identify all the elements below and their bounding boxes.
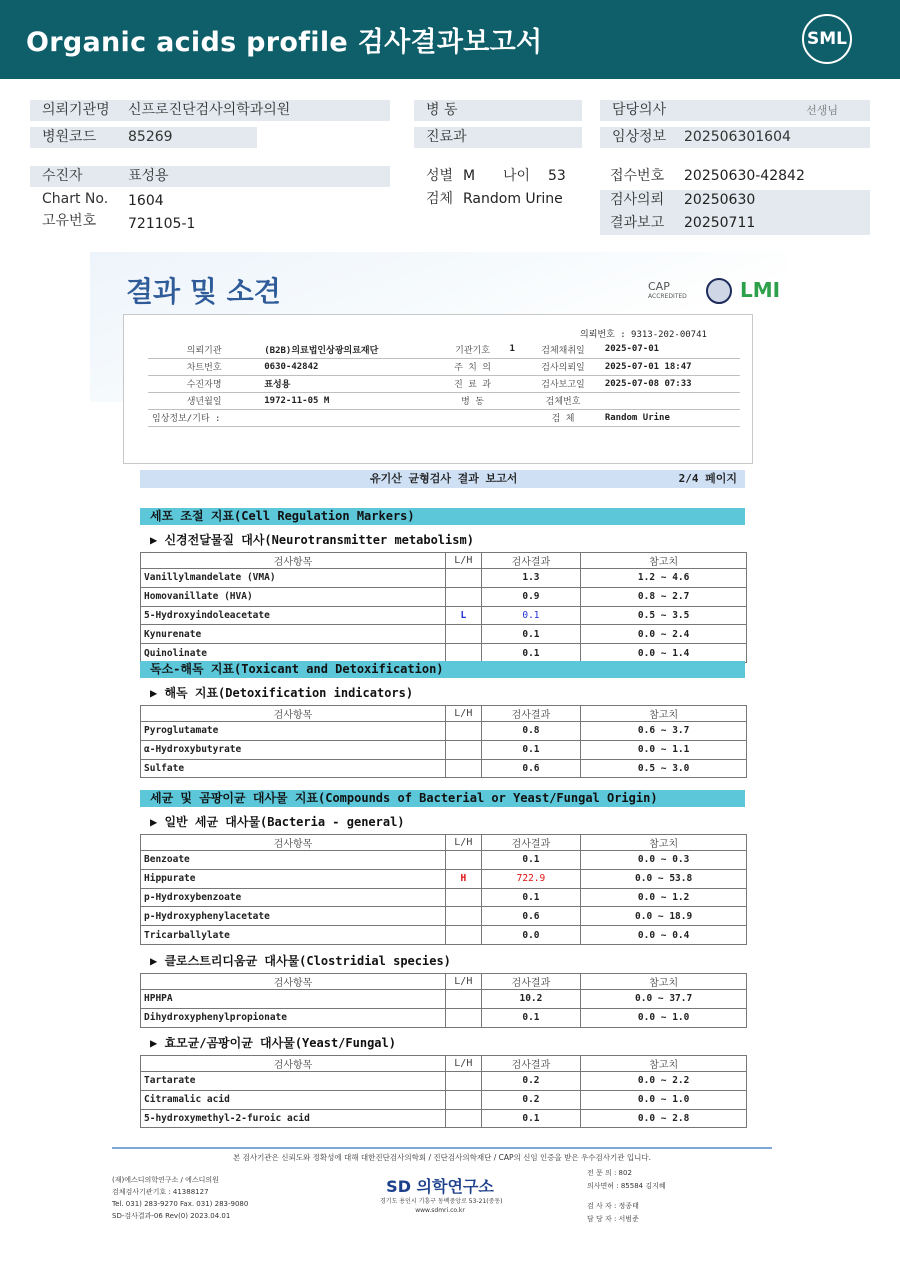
flag xyxy=(446,851,482,870)
doctor-label: 담당의사 xyxy=(612,102,667,118)
req-org-box xyxy=(30,100,390,121)
header-bar xyxy=(0,0,900,79)
table-row xyxy=(141,851,747,870)
info-cell: 차트번호 xyxy=(148,358,260,375)
table-header-row xyxy=(141,553,747,569)
ward-box xyxy=(414,100,582,121)
column-header: L/H xyxy=(446,553,482,569)
reference-range: 0.0 ~ 1.1 xyxy=(581,740,747,759)
flag xyxy=(446,740,482,759)
specimen-value: Random Urine xyxy=(463,191,563,207)
result-value: 0.2 xyxy=(481,1090,581,1109)
reference-range: 0.0 ~ 1.0 xyxy=(581,1090,747,1109)
info-cell: Random Urine xyxy=(601,409,740,426)
req-org-label: 의뢰기관명 xyxy=(42,102,110,118)
footer-divider xyxy=(112,1147,772,1149)
info-cell: 기관기호 xyxy=(440,341,506,358)
table-neurotransmitter xyxy=(140,552,747,663)
brand-name: SD 의학연구소 xyxy=(386,1177,494,1196)
result-value: 0.6 xyxy=(481,907,581,926)
result-value: 0.8 xyxy=(481,722,581,741)
brand-address: 경기도 용인시 기흥구 동백중앙로 53-21(중동) xyxy=(380,1198,503,1205)
info-cell: 진 료 과 xyxy=(440,375,506,392)
patient-value: 표성용 xyxy=(128,168,169,184)
result-value: 0.1 xyxy=(481,740,581,759)
reference-range: 0.0 ~ 1.0 xyxy=(581,1008,747,1027)
footer-left xyxy=(112,1174,248,1222)
result-value: 0.6 xyxy=(481,759,581,778)
flag xyxy=(446,625,482,644)
analyte-name: Kynurenate xyxy=(141,625,446,644)
footer-right-line: 담 당 자 : 서범준 xyxy=(587,1214,639,1223)
ward-label: 병 동 xyxy=(426,102,458,118)
info-cell: 검사의뢰일 xyxy=(525,358,601,375)
id-label: 고유번호 xyxy=(42,213,97,229)
clinical-value: 202506301604 xyxy=(684,129,791,145)
sex-value: M xyxy=(463,168,476,184)
footer-left-line: 검체검사기관기호 : 41388127 xyxy=(112,1188,209,1196)
column-header: 참고치 xyxy=(581,706,747,722)
reference-range: 0.0 ~ 1.2 xyxy=(581,888,747,907)
result-value: 0.9 xyxy=(481,587,581,606)
analyte-name: Tricarballylate xyxy=(141,926,446,945)
flag xyxy=(446,1008,482,1027)
cap-text: CAP xyxy=(648,280,670,293)
info-cell: 임상정보/기타 : xyxy=(148,409,260,426)
reference-range: 0.0 ~ 53.8 xyxy=(581,869,747,888)
req-org-value: 신프로진단검사의학과의원 xyxy=(128,102,291,118)
footer-right-line: 의사면허 : 85584 김지혜 xyxy=(587,1181,666,1190)
info-cell: 0630-42842 xyxy=(260,358,439,375)
dept-label: 진료과 xyxy=(426,129,467,145)
footer xyxy=(112,1147,772,1271)
info-row xyxy=(148,358,740,375)
age-label: 나이 xyxy=(503,168,531,184)
flag xyxy=(446,759,482,778)
report-title: 유기산 균형검사 결과 보고서 xyxy=(370,472,518,485)
column-header: 검사항목 xyxy=(141,706,446,722)
hosp-code-value: 85269 xyxy=(128,129,173,145)
recv-label: 접수번호 xyxy=(610,168,665,184)
chart-value: 1604 xyxy=(128,193,164,209)
table-bacteria-general xyxy=(140,834,747,945)
page-indicator: 2/4 페이지 xyxy=(678,472,737,485)
table-row xyxy=(141,907,747,926)
column-header: 참고치 xyxy=(581,835,747,851)
footer-brand xyxy=(380,1174,503,1215)
analyte-name: Pyroglutamate xyxy=(141,722,446,741)
reference-range: 0.0 ~ 0.3 xyxy=(581,851,747,870)
analyte-name: Quinolinate xyxy=(141,644,446,663)
column-header: L/H xyxy=(446,835,482,851)
info-cell: (B2B)의료법인상광의료재단 xyxy=(260,341,439,358)
info-cell: 표성용 xyxy=(260,375,439,392)
info-cell xyxy=(506,392,526,409)
result-value: 722.9 xyxy=(481,869,581,888)
column-header: 검사항목 xyxy=(141,1056,446,1072)
column-header: L/H xyxy=(446,706,482,722)
hosp-code-label: 병원코드 xyxy=(42,129,97,145)
table-row xyxy=(141,1090,747,1109)
info-cell xyxy=(506,358,526,375)
table-header-row xyxy=(141,706,747,722)
reference-range: 0.5 ~ 3.5 xyxy=(581,606,747,625)
doctor-suffix: 선생님 xyxy=(806,104,838,117)
reference-range: 1.2 ~ 4.6 xyxy=(581,569,747,588)
result-heading: 결과 및 소견 xyxy=(126,275,281,308)
recv-value: 20250630-42842 xyxy=(684,168,805,184)
info-cell: 2025-07-01 18:47 xyxy=(601,358,740,375)
column-header: 검사항목 xyxy=(141,553,446,569)
analyte-name: Hippurate xyxy=(141,869,446,888)
analyte-name: Homovanillate (HVA) xyxy=(141,587,446,606)
result-value: 1.3 xyxy=(481,569,581,588)
table-row xyxy=(141,606,747,625)
result-value: 0.1 xyxy=(481,1008,581,1027)
flag xyxy=(446,587,482,606)
table-clostridial xyxy=(140,973,747,1028)
info-cell xyxy=(506,375,526,392)
brand-website: www.sdmri.co.kr xyxy=(415,1207,465,1214)
reference-range: 0.0 ~ 0.4 xyxy=(581,926,747,945)
table-row xyxy=(141,1008,747,1027)
result-value: 0.1 xyxy=(481,625,581,644)
ref-value: 9313-202-00741 xyxy=(631,330,707,340)
table-header-row xyxy=(141,974,747,990)
flag xyxy=(446,907,482,926)
section-toxicant: 독소-해독 지표(Toxicant and Detoxification) xyxy=(140,661,745,678)
table-detox xyxy=(140,705,747,778)
subsection-clostridial: ▶ 클로스트리디움균 대사물(Clostridial species) xyxy=(150,954,451,968)
cap-logo xyxy=(648,280,687,300)
info-row xyxy=(148,341,740,358)
table-row xyxy=(141,1109,747,1128)
report-panel xyxy=(90,252,788,1144)
column-header: 참고치 xyxy=(581,553,747,569)
info-cell: 의뢰기관 xyxy=(148,341,260,358)
subsection-yeast: ▶ 효모균/곰팡이균 대사물(Yeast/Fungal) xyxy=(150,1036,396,1050)
info-row xyxy=(148,409,740,426)
result-value: 0.1 xyxy=(481,644,581,663)
chart-label: Chart No. xyxy=(42,191,109,207)
age-value: 53 xyxy=(548,168,566,184)
lmi-logo: LMI xyxy=(740,278,781,302)
analyte-name: p-Hydroxybenzoate xyxy=(141,888,446,907)
table-row xyxy=(141,740,747,759)
column-header: L/H xyxy=(446,1056,482,1072)
clinical-label: 임상정보 xyxy=(612,129,667,145)
reference-range: 0.0 ~ 1.4 xyxy=(581,644,747,663)
info-cell: 병 동 xyxy=(440,392,506,409)
table-header-row xyxy=(141,835,747,851)
specimen-label: 검체 xyxy=(426,191,454,207)
table-row xyxy=(141,759,747,778)
section-cell-regulation: 세포 조절 지표(Cell Regulation Markers) xyxy=(140,508,745,525)
reference-range: 0.0 ~ 2.2 xyxy=(581,1072,747,1091)
flag xyxy=(446,569,482,588)
info-cell xyxy=(506,409,526,426)
reference-range: 0.6 ~ 3.7 xyxy=(581,722,747,741)
ref-label: 의뢰번호 : xyxy=(580,330,626,340)
table-row xyxy=(141,569,747,588)
result-value: 0.1 xyxy=(481,888,581,907)
flag xyxy=(446,990,482,1009)
table-row xyxy=(141,926,747,945)
patient-info-box xyxy=(123,314,753,464)
dept-box xyxy=(414,127,582,148)
flag xyxy=(446,926,482,945)
flag xyxy=(446,722,482,741)
column-header: 검사항목 xyxy=(141,835,446,851)
column-header: 검사결과 xyxy=(481,835,581,851)
sex-label: 성별 xyxy=(426,168,454,184)
analyte-name: α-Hydroxybutyrate xyxy=(141,740,446,759)
column-header: L/H xyxy=(446,974,482,990)
info-cell: 1 xyxy=(506,341,526,358)
analyte-name: Dihydroxyphenylpropionate xyxy=(141,1008,446,1027)
subsection-bacteria-general: ▶ 일반 세균 대사물(Bacteria - general) xyxy=(150,815,405,829)
flag xyxy=(446,644,482,663)
footer-spacer xyxy=(587,1192,666,1200)
seal-icon xyxy=(706,278,732,304)
column-header: 검사결과 xyxy=(481,706,581,722)
flag xyxy=(446,1109,482,1128)
info-cell: 검사보고일 xyxy=(525,375,601,392)
column-header: 검사항목 xyxy=(141,974,446,990)
result-value: 0.1 xyxy=(481,606,581,625)
flag: L xyxy=(446,606,482,625)
info-cell: 주 치 의 xyxy=(440,358,506,375)
table-row xyxy=(141,1072,747,1091)
reference-range: 0.0 ~ 2.4 xyxy=(581,625,747,644)
result-value: 0.2 xyxy=(481,1072,581,1091)
info-row xyxy=(148,375,740,392)
ref-number xyxy=(580,327,707,340)
column-header: 검사결과 xyxy=(481,974,581,990)
flag xyxy=(446,888,482,907)
info-cell xyxy=(260,409,439,426)
footer-right-line: 검 사 자 : 정종태 xyxy=(587,1202,639,1210)
info-cell: 검 체 xyxy=(525,409,601,426)
info-cell: 2025-07-08 07:33 xyxy=(601,375,740,392)
column-header: 참고치 xyxy=(581,1056,747,1072)
info-cell xyxy=(440,409,506,426)
analyte-name: Vanillylmandelate (VMA) xyxy=(141,569,446,588)
patient-label: 수진자 xyxy=(42,168,83,184)
analyte-name: Citramalic acid xyxy=(141,1090,446,1109)
table-yeast xyxy=(140,1055,747,1128)
analyte-name: Sulfate xyxy=(141,759,446,778)
info-cell: 1972-11-05 M xyxy=(260,392,439,409)
analyte-name: HPHPA xyxy=(141,990,446,1009)
id-value: 721105-1 xyxy=(128,216,196,232)
column-header: 참고치 xyxy=(581,974,747,990)
footer-left-line: SD-검사결과-06 Rev(0) 2023.04.01 xyxy=(112,1212,231,1220)
column-header: 검사결과 xyxy=(481,553,581,569)
req-value: 20250630 xyxy=(684,192,756,208)
info-cell: 검체채취일 xyxy=(525,341,601,358)
table-row xyxy=(141,722,747,741)
hosp-code-box xyxy=(30,127,257,148)
reference-range: 0.0 ~ 37.7 xyxy=(581,990,747,1009)
info-cell: 검체번호 xyxy=(525,392,601,409)
info-cell xyxy=(601,392,740,409)
req-label: 검사의뢰 xyxy=(610,192,665,208)
page-title: Organic acids profile 검사결과보고서 xyxy=(26,27,543,58)
column-header: 검사결과 xyxy=(481,1056,581,1072)
info-row xyxy=(148,392,740,409)
analyte-name: p-Hydroxyphenylacetate xyxy=(141,907,446,926)
patient-box xyxy=(30,166,390,187)
result-value: 0.0 xyxy=(481,926,581,945)
reference-range: 0.8 ~ 2.7 xyxy=(581,587,747,606)
info-cell: 생년월일 xyxy=(148,392,260,409)
footer-note: 본 검사기관은 신뢰도와 정확성에 대해 대한진단검사의학회 / 진단검사의학재단 / CAP의 신임 인증을 받은 우수검사기관 입니다. xyxy=(233,1153,651,1162)
footer-left-line: Tel. 031) 283-9270 Fax. 031) 283-9080 xyxy=(112,1200,249,1208)
footer-right xyxy=(587,1167,666,1225)
info-cell: 2025-07-01 xyxy=(601,341,740,358)
table-row xyxy=(141,625,747,644)
footer-left-line: (재)에스디의학연구소 / 에스디의원 xyxy=(112,1176,219,1184)
subsection-neurotransmitter: ▶ 신경전달물질 대사(Neurotransmitter metabolism) xyxy=(150,533,474,547)
table-header-row xyxy=(141,1056,747,1072)
info-cell: 수진자명 xyxy=(148,375,260,392)
analyte-name: 5-Hydroxyindoleacetate xyxy=(141,606,446,625)
table-row xyxy=(141,869,747,888)
clinical-box xyxy=(600,127,870,148)
reference-range: 0.0 ~ 2.8 xyxy=(581,1109,747,1128)
patient-info-table xyxy=(148,341,740,427)
reference-range: 0.0 ~ 18.9 xyxy=(581,907,747,926)
section-bacterial: 세균 및 곰팡이균 대사물 지표(Compounds of Bacterial or Yeast/Fungal Origin) xyxy=(140,790,745,807)
table-row xyxy=(141,888,747,907)
subsection-detox: ▶ 해독 지표(Detoxification indicators) xyxy=(150,686,414,700)
rep-label: 결과보고 xyxy=(610,215,665,231)
analyte-name: Benzoate xyxy=(141,851,446,870)
footer-right-line: 전 문 의 : 802 xyxy=(587,1169,632,1177)
result-value: 0.1 xyxy=(481,851,581,870)
reference-range: 0.5 ~ 3.0 xyxy=(581,759,747,778)
flag xyxy=(446,1072,482,1091)
report-title-bar xyxy=(140,470,745,488)
doctor-box xyxy=(600,100,870,121)
sml-logo: SML xyxy=(802,14,852,64)
result-value: 10.2 xyxy=(481,990,581,1009)
table-row xyxy=(141,587,747,606)
result-value: 0.1 xyxy=(481,1109,581,1128)
rep-value: 20250711 xyxy=(684,215,756,231)
cap-sub: ACCREDITED xyxy=(648,293,687,300)
analyte-name: Tartarate xyxy=(141,1072,446,1091)
flag: H xyxy=(446,869,482,888)
table-row xyxy=(141,644,747,663)
flag xyxy=(446,1090,482,1109)
analyte-name: 5-hydroxymethyl-2-furoic acid xyxy=(141,1109,446,1128)
table-row xyxy=(141,990,747,1009)
